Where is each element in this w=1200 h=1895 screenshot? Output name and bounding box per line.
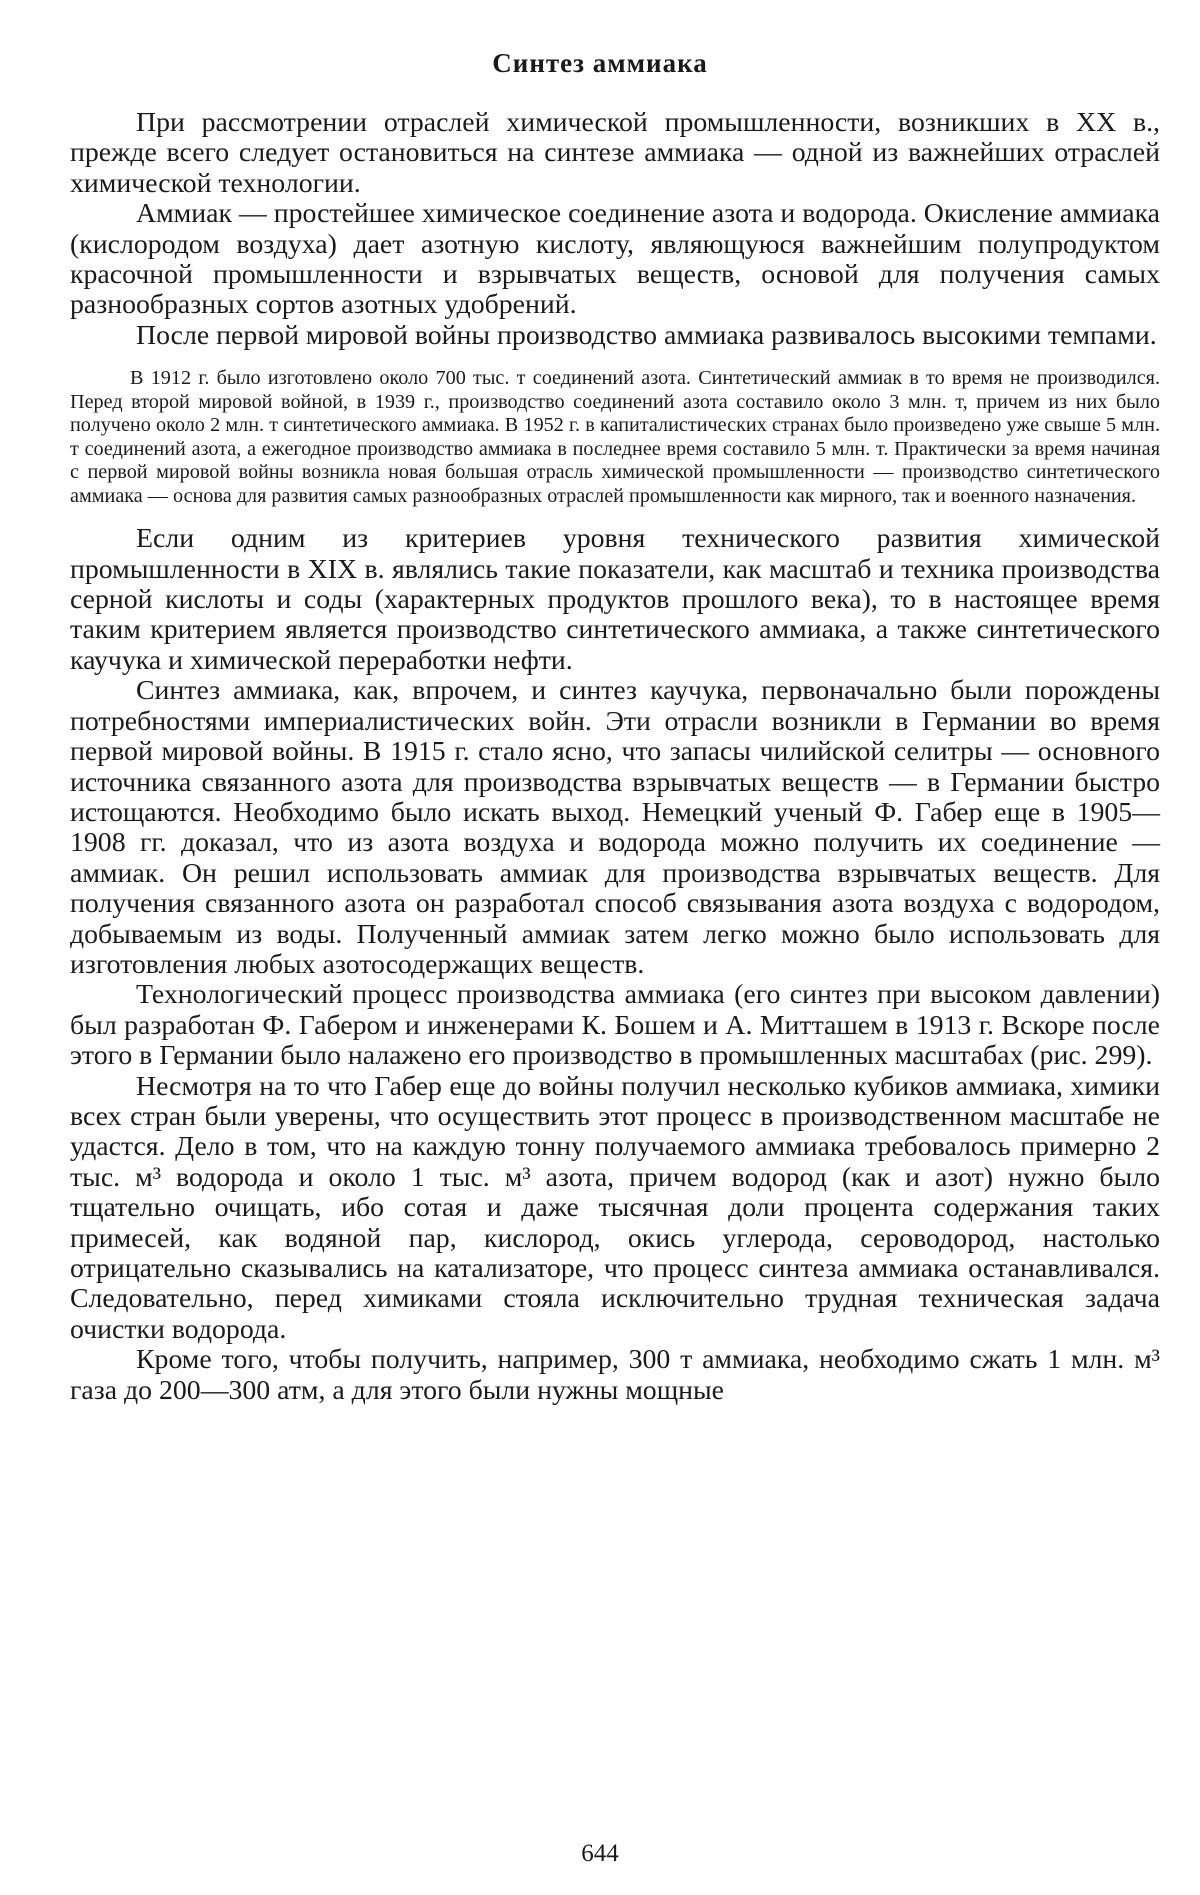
small-print-paragraph: В 1912 г. было изготовлено около 700 тыс. т соединений азота. Синтетический аммиак в то время не производился. Перед второй мировой войной, в 1939 г., производство соединений азота составило около 3 млн. т, причем из них было получено около 2 млн. т синтетического аммиака. В 1952 г. в капиталистических странах было произведено уже свыше 5 млн. т соединений азота, а ежегодное производство аммиака в последнее время составило 5 млн. т. Практически за время начиная с первой мировой войны возникла новая большая отрасль химической промышленности — производство синтетического аммиака — основа для развития самых разнообразных отраслей промышленности как мирного, так и военного назначения. [70, 367, 1160, 507]
section-title: Синтез аммиака [492, 48, 708, 78]
paragraph: Аммиак — простейшее химическое соединение азота и водорода. Окисление аммиака (кислородом воздуха) дает азотную кислоту, являющуюся важнейшим полупродуктом красочной промышленности и взрывчатых веществ, основой для получения самых разнообразных сортов азотных удобрений. [70, 198, 1160, 321]
page-number: 644 [581, 1840, 619, 1867]
paragraph: Несмотря на то что Габер еще до войны получил несколько кубиков аммиака, химики всех стран были уверены, что осуществить этот процесс в производственном масштабе не удастся. Дело в том, что на каждую тонну получаемого аммиака требовалось примерно 2 тыс. м³ водорода и около 1 тыс. м³ азота, причем водород (как и азот) нужно было тщательно очищать, ибо сотая и даже тысячная доли процента содержания таких примесей, как водяной пар, кислород, окись углерода, сероводород, настолько отрицательно сказывались на катализаторе, что процесс синтеза аммиака останавливался. Следовательно, перед химиками стояла исключительно трудная техническая задача очистки водорода. [70, 1070, 1160, 1345]
body-text [70, 108, 1160, 1406]
small-print-block [70, 367, 1160, 508]
paragraph: Синтез аммиака, как, впрочем, и синтез каучука, первоначально были порождены потребностями империалистических войн. Эти отрасли возникли в Германии во время первой мировой войны. В 1915 г. стало ясно, что запасы чилийской селитры — основного источника связанного азота для производства взрывчатых веществ — в Германии быстро истощаются. Необходимо было искать выход. Немецкий ученый Ф. Габер еще в 1905—1908 гг. доказал, что из азота воздуха и водорода можно получить их соединение — аммиак. Он решил использовать аммиак для производства взрывчатых веществ. Для получения связанного азота он разработал способ связывания азота воздуха с водородом, добываемым из воды. Полученный аммиак затем легко можно было использовать для изготовления любых азотосодержащих веществ. [70, 675, 1160, 980]
paragraph: При рассмотрении отраслей химической промышленности, возникших в XX в., прежде всего следует остановиться на синтезе аммиака — одной из важнейших отраслей химической технологии. [70, 107, 1160, 199]
paragraph: Если одним из критериев уровня технического развития химической промышленности в XIX в. являлись такие показатели, как масштаб и техника производства серной кислоты и соды (характерных продуктов прошлого века), то в настоящее время таким критерием является производство синтетического аммиака, а также синтетического каучука и химической переработки нефти. [70, 523, 1160, 676]
paragraph: После первой мировой войны производство аммиака развивалось высокими темпами. [136, 319, 1157, 351]
paragraph: Кроме того, чтобы получить, например, 300 т аммиака, необходимо сжать 1 млн. м³ газа до 200—300 атм, а для этого были нужны мощные [70, 1344, 1160, 1406]
paragraph: Технологический процесс производства аммиака (его синтез при высоком давлении) был разработан Ф. Габером и инженерами К. Бошем и А. Митташем в 1913 г. Вскоре после этого в Германии было налажено его производство в промышленных масштабах (рис. 299). [70, 979, 1160, 1072]
